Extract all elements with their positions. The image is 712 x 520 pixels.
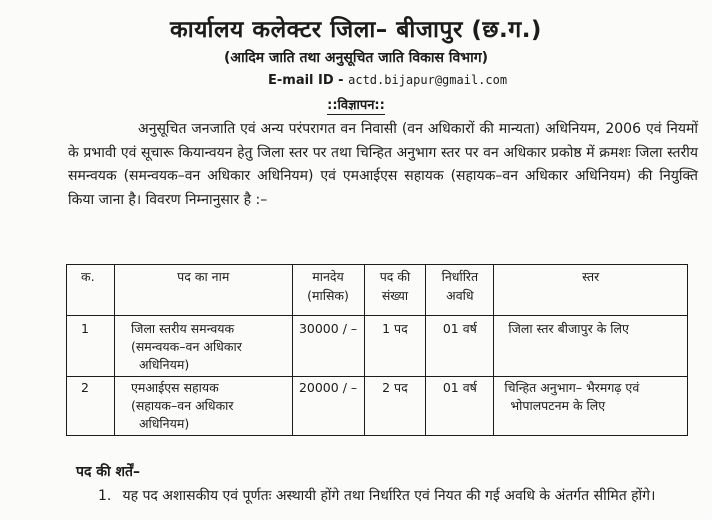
department-subtitle: (आदिम जाति तथा अनुसूचित जाति विकास विभाग) — [223, 50, 488, 66]
cell-count: 1 पद — [364, 316, 426, 377]
cell-period: 01 वर्ष — [426, 377, 494, 436]
cell-honorarium: 30000 / – — [292, 316, 364, 377]
cell-sr: 1 — [67, 316, 115, 377]
condition-text: यह पद अशासकीय एवं पूर्णतः अस्थायी होंगे तथा निर्धारित एवं नियत की गई अवधि के अंतर्गत सीमित होंगे। — [122, 488, 656, 504]
cell-level: जिला स्तर बीजापुर के लिए — [494, 316, 688, 377]
cell-period: 01 वर्ष — [426, 316, 494, 377]
header-post: पद का नाम — [114, 265, 292, 316]
table-row — [67, 316, 688, 377]
cell-sr: 2 — [67, 377, 115, 436]
header-post-count: पद की संख्या — [364, 265, 426, 316]
cell-post: जिला स्तरीय समन्वयक (समन्वयक–वन अधिकार अधिनियम) — [114, 316, 292, 377]
email-line — [268, 73, 507, 88]
notice-heading-text: ::विज्ञापन:: — [327, 98, 385, 113]
header-honorarium: मानदेय (मासिक) — [292, 265, 364, 316]
cell-level: चिन्हित अनुभाग– भैरमगढ़ एवं भोपालपटनम के लिए — [494, 377, 688, 436]
office-title: कार्यालय कलेक्टर जिला– बीजापुर (छ.ग.) — [170, 17, 542, 43]
email-label: E-mail ID - — [268, 73, 344, 88]
header-period: निर्धारित अवधि — [426, 265, 494, 316]
notice-heading — [0, 95, 712, 113]
cell-post: एमआईएस सहायक (सहायक–वन अधिकार अधिनियम) — [114, 377, 292, 436]
email-address: actd.bijapur@gmail.com — [348, 73, 508, 87]
table-row — [67, 377, 688, 436]
posts-table — [66, 264, 688, 436]
cell-count: 2 पद — [364, 377, 426, 436]
condition-number: 1. — [98, 488, 112, 504]
condition-item — [98, 485, 698, 507]
table-header-row — [67, 265, 688, 316]
header-level: स्तर — [494, 265, 688, 316]
cell-honorarium: 20000 / – — [292, 377, 364, 436]
header-sr: क. — [67, 265, 115, 316]
conditions-heading: पद की शर्तें– — [76, 464, 141, 480]
intro-paragraph: अनुसूचित जनजाति एवं अन्य परंपरागत वन निवासी (वन अधिकारों की मान्यता) अधिनियम, 2006 एवं नियमों के प्रभावी एवं सूचारू कियान्वयन हेतु जिला स्तर पर तथा चिन्हित अनुभाग स्तर पर वन अधिकार प्रकोष्ठ में क्रमशः जिला स्तरीय समन्वयक (समन्वयक–वन अधिकार अधिनियम) एवं एमआईएस सहायक (सहायक–वन अधिकार अधिनियम) की नियुक्ति किया जाना है। विवरण निम्नानुसार है :– — [68, 121, 698, 208]
